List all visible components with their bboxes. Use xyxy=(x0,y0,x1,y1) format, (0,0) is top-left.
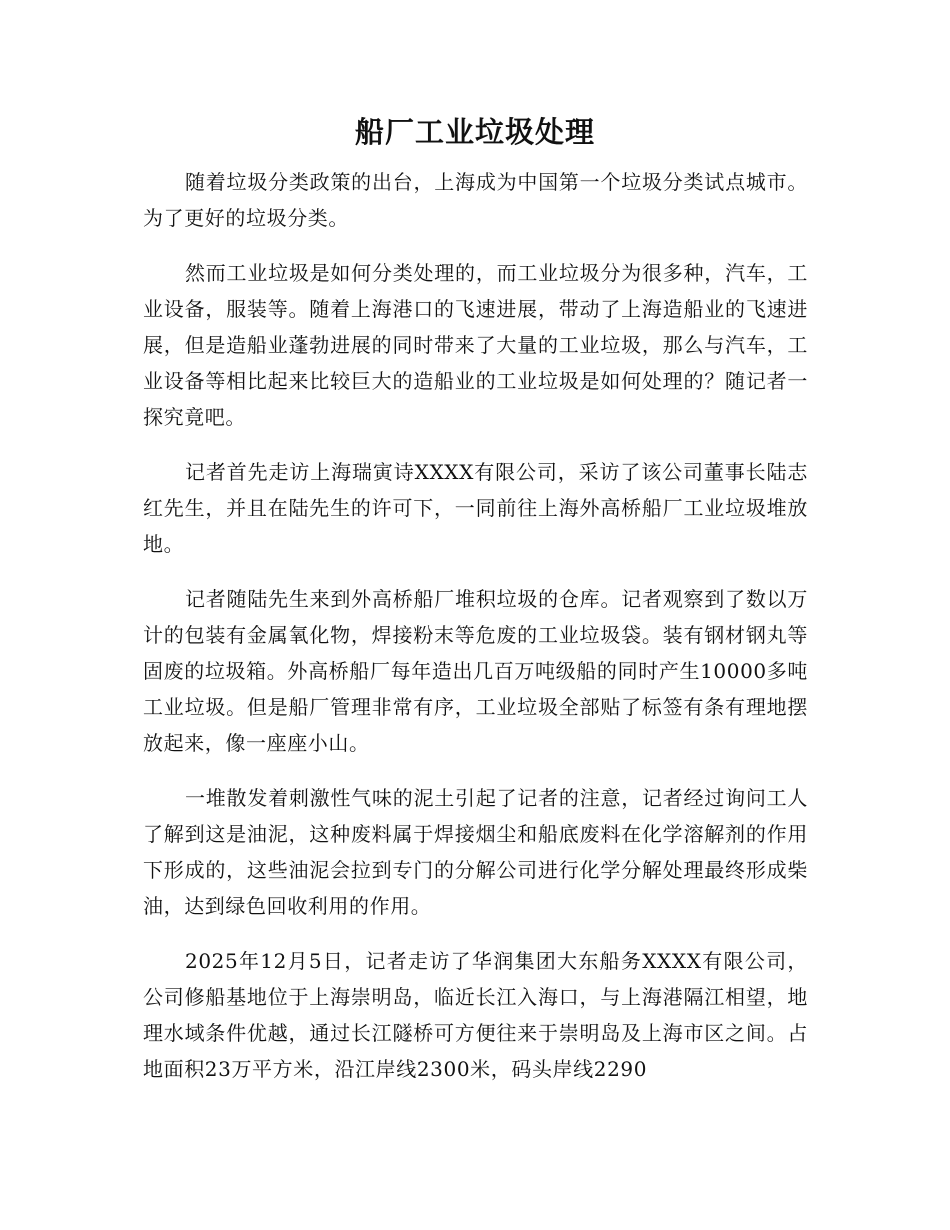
paragraph-warehouse: 记者随陆先生来到外高桥船厂堆积垃圾的仓库。记者观察到了数以万计的包装有金属氧化物，焊接粉末等危废的工业垃圾袋。装有钢材钢丸等固废的垃圾箱。外高桥船厂每年造出几百万吨级船的同时产生10000多吨工业垃圾。但是船厂管理非常有序，工业垃圾全部贴了标签有条有理地摆放起来，像一座座小山。 xyxy=(143,587,808,755)
document-body xyxy=(143,164,808,1106)
paragraph-visit-company: 记者首先走访上海瑞寅诗XXXX有限公司，采访了该公司董事长陆志红先生，并且在陆先生的许可下，一同前往上海外高桥船厂工业垃圾堆放地。 xyxy=(143,460,808,556)
paragraph-dadong-shipyard: 2025年12月5日，记者走访了华润集团大东船务XXXX有限公司，公司修船基地位于上海崇明岛，临近长江入海口，与上海港隔江相望，地理水域条件优越，通过长江隧桥可方便往来于崇明岛及上海市区之间。占地面积23万平方米，沿江岸线2300米，码头岸线2290 xyxy=(143,949,808,1081)
paragraph-intro: 随着垃圾分类政策的出台，上海成为中国第一个垃圾分类试点城市。为了更好的垃圾分类。 xyxy=(143,170,808,230)
paragraph-industrial-waste: 然而工业垃圾是如何分类处理的，而工业垃圾分为很多种，汽车，工业设备，服装等。随着上海港口的飞速进展，带动了上海造船业的飞速进展，但是造船业蓬勃进展的同时带来了大量的工业垃圾，那么与汽车，工业设备等相比起来比较巨大的造船业的工业垃圾是如何处理的？随记者一探究竟吧。 xyxy=(143,261,808,429)
document-title: 船厂工业垃圾处理 xyxy=(354,115,595,149)
paragraph-oil-sludge: 一堆散发着刺激性气味的泥土引起了记者的注意，记者经过询问工人了解到这是油泥，这种废料属于焊接烟尘和船底废料在化学溶解剂的作用下形成的，这些油泥会拉到专门的分解公司进行化学分解处理最终形成柴油，达到绿色回收利用的作用。 xyxy=(143,786,808,918)
